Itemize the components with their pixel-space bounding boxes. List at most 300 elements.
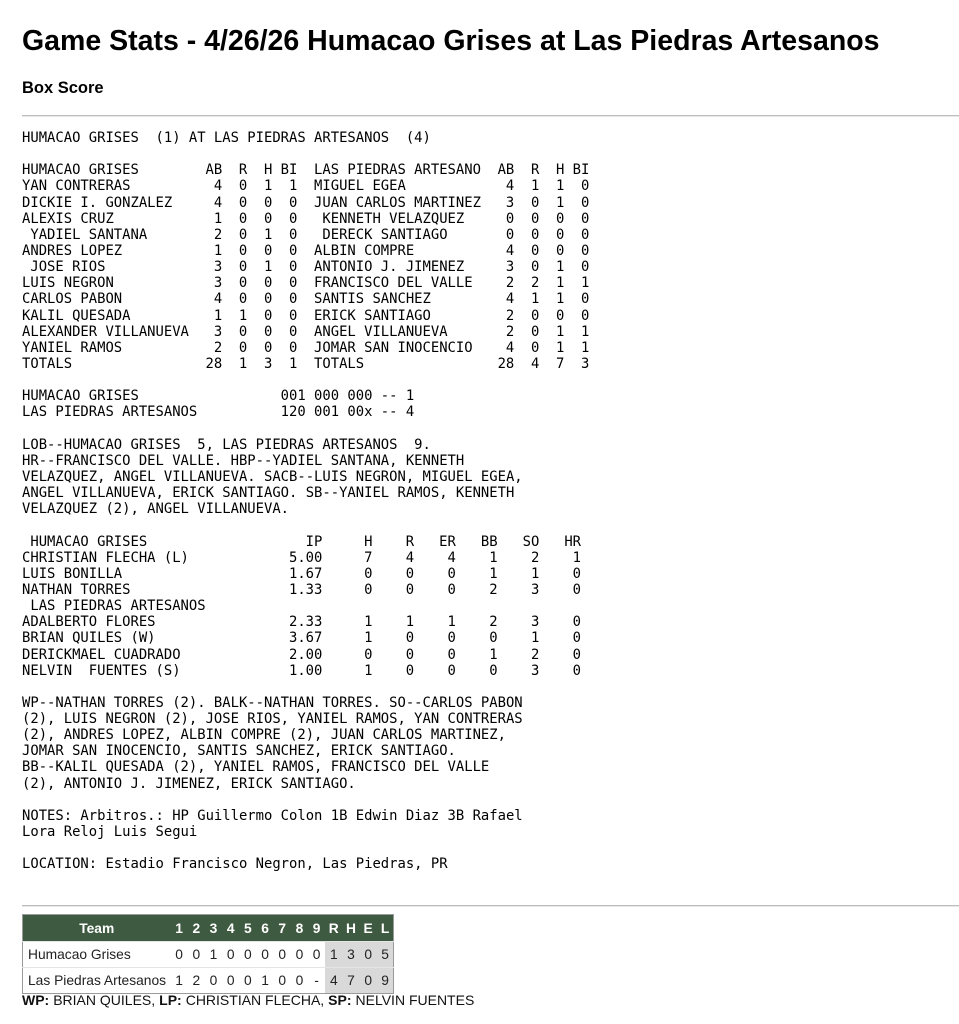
home-batter-bi: 0	[581, 210, 590, 227]
pitcher-r: 0	[405, 630, 415, 647]
inning-8: 0	[291, 968, 308, 994]
pitching-notes-line	[22, 695, 589, 711]
batting-column-header: H	[263, 162, 273, 179]
away-batter-name: YADIEL SANTANA	[22, 226, 148, 243]
total-L: 5	[377, 942, 394, 968]
team-name: Las Piedras Artesanos	[23, 968, 171, 994]
away-batter-bi: 1	[288, 178, 298, 195]
home-batter-r: 1	[530, 178, 540, 195]
decision-pitcher: NELVIN FUENTES	[355, 992, 475, 1008]
line-score-header-row	[23, 915, 394, 942]
away-batter-name: CARLOS PABON	[22, 291, 123, 308]
away-batter-h: 3	[263, 355, 273, 372]
game-notes-line	[22, 485, 589, 501]
pitcher-ip: 1.67	[288, 565, 323, 582]
away-batter-name: JOSE RIOS	[22, 259, 106, 276]
home-batter-bi: 0	[581, 259, 590, 276]
home-batter-bi: 1	[581, 275, 590, 292]
away-batter-bi: 0	[288, 226, 298, 243]
pitcher-decisions	[22, 993, 478, 1007]
line-score-text-row	[22, 388, 589, 404]
header-column-5: 5	[239, 915, 256, 942]
away-batter-r: 0	[238, 210, 248, 227]
pitcher-h: 0	[364, 565, 373, 582]
pitching-column-header: BB	[480, 533, 498, 550]
away-batter-r: 0	[238, 291, 248, 308]
away-batter-r: 0	[238, 194, 248, 211]
away-batter-h: 1	[263, 226, 273, 243]
home-batter-ab: 4	[505, 242, 515, 259]
pitching-notes-text: (2), ANTONIO J. JIMENEZ, ERICK SANTIAGO.	[22, 775, 356, 792]
away-batter-name: KALIL QUESADA	[22, 307, 131, 324]
home-batter-r: 4	[530, 355, 540, 372]
pitching-column-header: SO	[522, 533, 540, 550]
pitcher-r: 0	[405, 662, 415, 679]
away-batter-ab: 4	[213, 291, 223, 308]
blank-line	[22, 517, 589, 533]
away-batter-ab: 3	[213, 275, 223, 292]
line-score-team: HUMACAO GRISES	[22, 388, 139, 405]
home-batter-bi: 1	[581, 323, 590, 340]
header-column-L: L	[377, 915, 394, 942]
pitcher-er: 0	[447, 662, 456, 679]
batting-row	[22, 227, 589, 243]
notes-text: NOTES: Arbitros.: HP Guillermo Colon 1B Edwin Diaz 3B Rafael	[22, 807, 523, 824]
home-batter-bi: 0	[581, 307, 590, 324]
pitching-team-row	[22, 598, 589, 614]
pitching-row	[22, 550, 589, 566]
home-batter-r: 1	[530, 291, 540, 308]
game-notes-line	[22, 437, 589, 453]
pitcher-hr: 0	[572, 581, 582, 598]
inning-1: 1	[171, 968, 188, 994]
home-batter-h: 0	[555, 242, 565, 259]
away-batter-bi: 1	[288, 355, 298, 372]
pitcher-hr: 0	[572, 646, 582, 663]
pitcher-bb: 0	[489, 630, 498, 647]
away-batter-r: 0	[238, 339, 248, 356]
matchup-text: HUMACAO GRISES (1) AT LAS PIEDRAS ARTESANOS (4)	[22, 130, 431, 146]
home-batter-h: 0	[555, 226, 565, 243]
pitcher-so: 2	[530, 646, 540, 663]
pitching-column-header: R	[405, 533, 415, 550]
line-score-innings: 120 001 00x -- 4	[280, 404, 415, 421]
home-batter-h: 1	[555, 178, 565, 195]
pitching-notes-text: WP--NATHAN TORRES (2). BALK--NATHAN TORRES. SO--CARLOS PABON	[22, 694, 523, 711]
line-score-row	[23, 942, 394, 968]
divider-top	[22, 115, 959, 117]
divider-bottom	[22, 905, 959, 907]
away-batter-bi: 0	[288, 339, 298, 356]
home-batter-bi: 0	[581, 242, 590, 259]
batting-column-header: BI	[572, 162, 590, 179]
pitching-column-header: IP	[305, 533, 323, 550]
pitcher-so: 2	[530, 549, 540, 566]
matchup-line	[22, 130, 589, 146]
game-notes-line	[22, 501, 589, 517]
pitching-header-row	[22, 534, 589, 550]
home-batter-name: ANGEL VILLANUEVA	[314, 323, 448, 340]
home-batter-r: 0	[530, 339, 540, 356]
blank-line	[22, 792, 589, 808]
batting-column-header: AB	[497, 162, 515, 179]
away-batter-bi: 0	[288, 194, 298, 211]
away-batter-name: LUIS NEGRON	[22, 275, 114, 292]
location-text: LOCATION: Estadio Francisco Negron, Las Piedras, PR	[22, 856, 448, 873]
away-batter-name: TOTALS	[22, 355, 73, 372]
away-batter-r: 0	[238, 242, 248, 259]
away-batter-ab: 3	[213, 259, 223, 276]
pitcher-er: 0	[447, 630, 456, 647]
home-batter-name: ALBIN COMPRE	[314, 242, 415, 259]
pitcher-hr: 0	[572, 614, 582, 631]
inning-6: 0	[256, 942, 273, 968]
home-batter-r: 0	[530, 194, 540, 211]
game-notes-line	[22, 469, 589, 485]
away-team-header: HUMACAO GRISES	[22, 162, 139, 179]
home-batter-h: 0	[555, 307, 565, 324]
away-batter-ab: 1	[213, 307, 223, 324]
inning-6: 1	[256, 968, 273, 994]
home-batter-bi: 0	[581, 194, 590, 211]
batting-row	[22, 308, 589, 324]
header-team: Team	[23, 915, 171, 942]
pitcher-h: 0	[364, 646, 373, 663]
home-batter-name: MIGUEL EGEA	[314, 178, 406, 195]
away-batter-bi: 0	[288, 259, 298, 276]
inning-8: 0	[291, 942, 308, 968]
pitcher-r: 1	[405, 614, 415, 631]
home-batter-ab: 28	[497, 355, 515, 372]
batting-row	[22, 259, 589, 275]
pitching-column-header: HR	[564, 533, 582, 550]
inning-5: 0	[239, 968, 256, 994]
home-batter-name: DERECK SANTIAGO	[314, 226, 448, 243]
away-batter-h: 0	[263, 307, 273, 324]
line-score-row	[23, 968, 394, 994]
header-column-R: R	[325, 915, 342, 942]
header-column-8: 8	[291, 915, 308, 942]
line-score-innings: 001 000 000 -- 1	[280, 388, 415, 405]
pitching-row	[22, 647, 589, 663]
away-batter-h: 0	[263, 339, 273, 356]
pitcher-ip: 2.33	[288, 614, 323, 631]
away-batter-h: 0	[263, 194, 273, 211]
pitching-notes-line	[22, 776, 589, 792]
total-H: 3	[342, 942, 359, 968]
team-name: Humacao Grises	[23, 942, 171, 968]
header-column-H: H	[342, 915, 359, 942]
pitcher-so: 3	[530, 662, 540, 679]
away-batter-h: 0	[263, 210, 273, 227]
header-column-7: 7	[274, 915, 291, 942]
away-batter-bi: 0	[288, 323, 298, 340]
batting-column-header: BI	[280, 162, 298, 179]
line-score-team: LAS PIEDRAS ARTESANOS	[22, 404, 198, 421]
inning-9: -	[308, 968, 325, 994]
pitcher-bb: 1	[489, 549, 498, 566]
home-batter-h: 1	[555, 339, 565, 356]
pitcher-so: 1	[530, 565, 540, 582]
pitcher-r: 0	[405, 646, 415, 663]
home-batter-name: FRANCISCO DEL VALLE	[314, 275, 473, 292]
game-notes-text: LOB--HUMACAO GRISES 5, LAS PIEDRAS ARTESANOS 9.	[22, 436, 431, 453]
pitcher-hr: 1	[572, 549, 582, 566]
inning-2: 2	[188, 968, 205, 994]
home-batter-h: 0	[555, 210, 565, 227]
away-batter-r: 0	[238, 226, 248, 243]
total-L: 9	[377, 968, 394, 994]
home-batter-ab: 4	[505, 178, 515, 195]
batting-header-row	[22, 162, 589, 178]
away-batter-ab: 2	[213, 339, 223, 356]
pitcher-r: 0	[405, 581, 415, 598]
home-batter-ab: 2	[505, 323, 515, 340]
away-batter-r: 0	[238, 259, 248, 276]
header-column-2: 2	[188, 915, 205, 942]
page-title: Game Stats - 4/26/26 Humacao Grises at Las Piedras Artesanos	[22, 25, 880, 57]
away-batter-name: DICKIE I. GONZALEZ	[22, 194, 173, 211]
pitcher-name: CHRISTIAN FLECHA (L)	[22, 549, 189, 566]
inning-7: 0	[274, 942, 291, 968]
home-batter-bi: 1	[581, 339, 590, 356]
notes-text: Lora Reloj Luis Segui	[22, 824, 198, 841]
home-batter-r: 0	[530, 259, 540, 276]
home-batter-r: 2	[530, 275, 540, 292]
pitcher-er: 0	[447, 646, 456, 663]
pitcher-name: NELVIN FUENTES (S)	[22, 662, 181, 679]
line-score-text-row	[22, 404, 589, 420]
pitcher-bb: 1	[489, 646, 498, 663]
home-batter-h: 1	[555, 275, 565, 292]
total-R: 4	[325, 968, 342, 994]
away-batter-name: ALEXANDER VILLANUEVA	[22, 323, 189, 340]
away-batter-ab: 3	[213, 323, 223, 340]
away-batter-h: 0	[263, 275, 273, 292]
batting-row	[22, 291, 589, 307]
header-column-1: 1	[171, 915, 188, 942]
home-batter-ab: 0	[505, 226, 515, 243]
batting-row	[22, 178, 589, 194]
home-batter-name: ANTONIO J. JIMENEZ	[314, 259, 465, 276]
total-H: 7	[342, 968, 359, 994]
pitcher-h: 1	[364, 662, 373, 679]
inning-7: 0	[274, 968, 291, 994]
home-batter-name: JUAN CARLOS MARTINEZ	[314, 194, 481, 211]
away-batter-ab: 4	[213, 194, 223, 211]
pitcher-so: 1	[530, 630, 540, 647]
home-batter-ab: 2	[505, 275, 515, 292]
pitcher-h: 7	[364, 549, 373, 566]
away-batter-r: 1	[238, 307, 248, 324]
home-batter-r: 0	[530, 226, 540, 243]
batting-row	[22, 195, 589, 211]
section-title-box-score: Box Score	[22, 79, 104, 97]
away-batter-h: 1	[263, 178, 273, 195]
pitching-notes-line	[22, 759, 589, 775]
inning-3: 0	[205, 968, 222, 994]
home-batter-bi: 3	[581, 355, 590, 372]
home-batter-ab: 3	[505, 194, 515, 211]
game-notes-text: HR--FRANCISCO DEL VALLE. HBP--YADIEL SANTANA, KENNETH	[22, 452, 465, 469]
header-column-9: 9	[308, 915, 325, 942]
header-column-4: 4	[222, 915, 239, 942]
home-batter-h: 1	[555, 323, 565, 340]
blank-line	[22, 679, 589, 695]
decision-pitcher: BRIAN QUILES,	[53, 992, 156, 1008]
pitching-notes-line	[22, 711, 589, 727]
pitching-notes-text: (2), LUIS NEGRON (2), JOSE RIOS, YANIEL RAMOS, YAN CONTRERAS	[22, 711, 523, 728]
inning-3: 1	[205, 942, 222, 968]
header-column-E: E	[360, 915, 377, 942]
pitching-notes-text: (2), ANDRES LOPEZ, ALBIN COMPRE (2), JUAN CARLOS MARTINEZ,	[22, 727, 506, 744]
batting-column-header: R	[530, 162, 540, 179]
home-batter-ab: 3	[505, 259, 515, 276]
inning-5: 0	[239, 942, 256, 968]
line-score-table	[22, 914, 394, 994]
batting-column-header: AB	[205, 162, 223, 179]
game-notes-text: VELAZQUEZ (2), ANGEL VILLANUEVA.	[22, 501, 290, 518]
pitching-row	[22, 663, 589, 679]
home-batter-h: 1	[555, 291, 565, 308]
away-batter-name: YAN CONTRERAS	[22, 178, 131, 195]
batting-column-header: H	[555, 162, 565, 179]
blank-line	[22, 146, 589, 162]
home-batter-r: 0	[530, 307, 540, 324]
home-batter-bi: 0	[581, 178, 590, 195]
pitcher-hr: 0	[572, 662, 582, 679]
away-pitching-team: HUMACAO GRISES	[22, 533, 148, 550]
home-batter-ab: 2	[505, 307, 515, 324]
pitcher-h: 1	[364, 630, 373, 647]
away-batter-ab: 4	[213, 178, 223, 195]
box-score-text	[22, 130, 589, 872]
pitcher-so: 3	[530, 581, 540, 598]
blank-line	[22, 840, 589, 856]
decision-label: SP:	[328, 992, 352, 1008]
pitcher-bb: 2	[489, 581, 498, 598]
decision-label: LP:	[159, 992, 182, 1008]
pitcher-name: ADALBERTO FLORES	[22, 614, 156, 631]
away-batter-h: 0	[263, 291, 273, 308]
header-column-6: 6	[256, 915, 273, 942]
away-batter-name: ALEXIS CRUZ	[22, 210, 114, 227]
home-batter-name: ERICK SANTIAGO	[314, 307, 431, 324]
home-batter-r: 0	[530, 242, 540, 259]
away-batter-bi: 0	[288, 307, 298, 324]
away-batter-ab: 2	[213, 226, 223, 243]
home-batter-h: 7	[555, 355, 565, 372]
batting-row	[22, 275, 589, 291]
notes-line	[22, 808, 589, 824]
pitcher-r: 4	[405, 549, 415, 566]
total-E: 0	[360, 968, 377, 994]
pitcher-er: 1	[447, 614, 456, 631]
game-notes-text: ANGEL VILLANUEVA, ERICK SANTIAGO. SB--YANIEL RAMOS, KENNETH	[22, 485, 515, 502]
pitching-notes-text: JOMAR SAN INOCENCIO, SANTIS SANCHEZ, ERICK SANTIAGO.	[22, 743, 456, 760]
away-batter-bi: 0	[288, 291, 298, 308]
pitcher-r: 0	[405, 565, 415, 582]
location-line	[22, 856, 589, 872]
away-batter-r: 0	[238, 323, 248, 340]
pitching-row	[22, 582, 589, 598]
away-batter-bi: 0	[288, 210, 298, 227]
home-batter-ab: 4	[505, 339, 515, 356]
pitcher-so: 3	[530, 614, 540, 631]
batting-row	[22, 340, 589, 356]
total-E: 0	[360, 942, 377, 968]
pitching-row	[22, 614, 589, 630]
home-batter-ab: 0	[505, 210, 515, 227]
header-column-3: 3	[205, 915, 222, 942]
pitcher-hr: 0	[572, 565, 582, 582]
pitcher-ip: 1.33	[288, 581, 323, 598]
batting-totals-row	[22, 356, 589, 372]
pitcher-ip: 5.00	[288, 549, 323, 566]
away-batter-name: YANIEL RAMOS	[22, 339, 123, 356]
home-batter-name: KENNETH VELAZQUEZ	[314, 210, 465, 227]
home-batter-name: JOMAR SAN INOCENCIO	[314, 339, 473, 356]
total-R: 1	[325, 942, 342, 968]
home-batter-r: 0	[530, 323, 540, 340]
home-batter-h: 1	[555, 259, 565, 276]
batting-row	[22, 211, 589, 227]
inning-9: 0	[308, 942, 325, 968]
away-batter-r: 0	[238, 178, 248, 195]
notes-line	[22, 824, 589, 840]
pitcher-er: 0	[447, 581, 456, 598]
pitching-notes-line	[22, 727, 589, 743]
pitcher-name: BRIAN QUILES (W)	[22, 630, 156, 647]
pitching-notes-text: BB--KALIL QUESADA (2), YANIEL RAMOS, FRANCISCO DEL VALLE	[22, 759, 490, 776]
blank-line	[22, 372, 589, 388]
pitcher-er: 4	[447, 549, 456, 566]
pitcher-name: LUIS BONILLA	[22, 565, 123, 582]
game-notes-text: VELAZQUEZ, ANGEL VILLANUEVA. SACB--LUIS NEGRON, MIGUEL EGEA,	[22, 468, 523, 485]
pitcher-er: 0	[447, 565, 456, 582]
away-batter-h: 0	[263, 242, 273, 259]
away-batter-r: 1	[238, 355, 248, 372]
pitching-row	[22, 566, 589, 582]
blank-line	[22, 421, 589, 437]
pitcher-ip: 2.00	[288, 646, 323, 663]
away-batter-name: ANDRES LOPEZ	[22, 242, 123, 259]
away-batter-ab: 1	[213, 210, 223, 227]
pitcher-ip: 1.00	[288, 662, 323, 679]
away-batter-bi: 0	[288, 242, 298, 259]
batting-row	[22, 324, 589, 340]
batting-column-header: R	[238, 162, 248, 179]
home-team-header: LAS PIEDRAS ARTESANO	[314, 162, 481, 179]
pitcher-hr: 0	[572, 630, 582, 647]
pitcher-bb: 0	[489, 662, 498, 679]
pitching-row	[22, 630, 589, 646]
pitcher-ip: 3.67	[288, 630, 323, 647]
home-pitching-team: LAS PIEDRAS ARTESANOS	[22, 598, 206, 615]
batting-row	[22, 243, 589, 259]
away-batter-h: 1	[263, 259, 273, 276]
pitcher-bb: 2	[489, 614, 498, 631]
home-batter-ab: 4	[505, 291, 515, 308]
pitcher-bb: 1	[489, 565, 498, 582]
home-batter-r: 0	[530, 210, 540, 227]
away-batter-bi: 0	[288, 275, 298, 292]
pitcher-name: NATHAN TORRES	[22, 581, 131, 598]
inning-2: 0	[188, 942, 205, 968]
away-batter-r: 0	[238, 275, 248, 292]
decision-label: WP:	[22, 992, 50, 1008]
away-batter-h: 0	[263, 323, 273, 340]
